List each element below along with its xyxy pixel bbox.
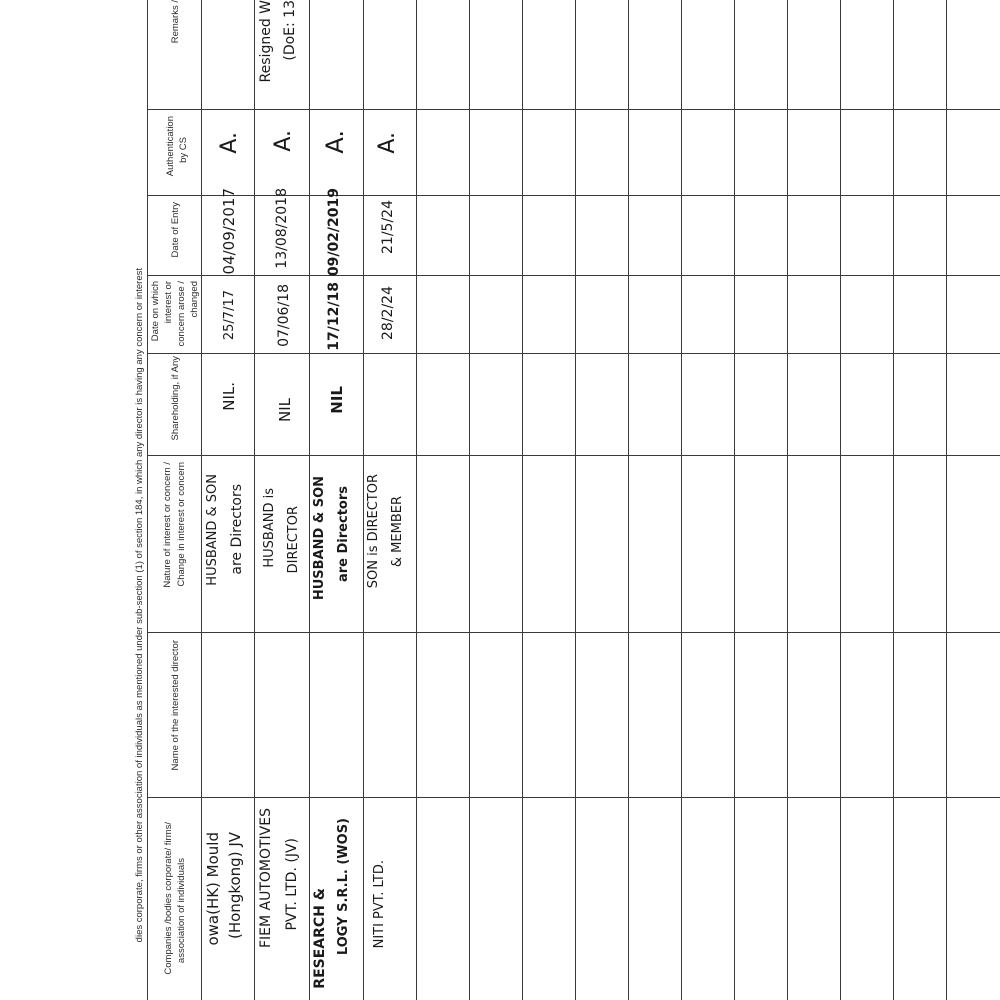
row4-company-line1: NITI PVT. LTD. [372,860,387,949]
row3-company-line1: RESEARCH & [312,888,328,989]
row-divider [363,0,364,1000]
row-divider [575,0,576,1000]
row-divider [416,0,417,1000]
column-divider [148,353,1000,354]
header-date-arose-line3: concern arose / [176,281,187,347]
row-divider [254,0,255,1000]
header-auth-line1: Authentication [165,116,176,177]
header-director: Name of the interested director [170,640,181,771]
row-divider [681,0,682,1000]
header-nature-line1: Nature of interest or concern / [162,462,173,588]
row1-nature-line2: are Directors [229,484,245,575]
row-divider [147,0,148,1000]
row2-nature-line2: DIRECTOR [286,506,301,574]
row-divider [787,0,788,1000]
row2-shareholding: NIL [276,398,294,423]
row-divider [734,0,735,1000]
header-date-arose-line4: changed [189,281,200,318]
row-divider [946,0,947,1000]
row3-company-line2: LOGY S.R.L. (WOS) [336,818,351,956]
row1-shareholding: NIL. [220,382,238,411]
row1-company-line1: owa(HK) Mould [204,832,222,946]
header-date-arose-line1: Date on which [150,281,161,342]
header-company-line2: association of individuals [176,858,187,964]
column-divider [148,797,1000,798]
row3-authentication: A. [321,130,349,154]
row1-date-arose: 25/7/17 [222,290,237,341]
row3-nature-line2: are Directors [336,486,351,583]
row-divider [840,0,841,1000]
column-divider [148,632,1000,633]
row2-remarks-line2: (DoE: 13 [282,0,298,61]
header-date-entry: Date of Entry [170,202,181,258]
row3-date-arose: 17/12/18 [326,282,342,351]
row-divider [628,0,629,1000]
row2-company-line2: PVT. LTD. (JV) [284,838,300,931]
row4-date-arose: 28/2/24 [380,286,396,340]
row4-authentication: A. [375,132,400,154]
row-divider [309,0,310,1000]
header-remarks: Remarks / [170,0,181,44]
column-divider [148,109,1000,110]
row4-nature-line2: & MEMBER [390,496,405,568]
row1-authentication: A. [217,132,242,154]
row2-company-line1: FIEM AUTOMOTIVES [258,808,274,949]
row1-nature-line1: HUSBAND & SON [205,474,220,586]
column-divider [148,275,1000,276]
row4-date-entry: 21/5/24 [380,200,396,254]
row3-date-entry: 09/02/2019 [326,188,342,277]
row2-authentication: A. [271,130,296,152]
register-title: dies corporate, firms or other association of individuals as mentioned under sub-section (1) of section 184, in which any director is having any concern or interest [134,268,145,943]
header-nature-line2: Change in interest or concern [176,462,187,587]
row2-date-arose: 07/06/18 [276,284,292,347]
row2-date-entry: 13/08/2018 [274,188,290,269]
row2-nature-line1: HUSBAND is [262,488,277,568]
row-divider [201,0,202,1000]
row-divider [469,0,470,1000]
row1-company-line2: (Hongkong) JV [226,832,244,939]
header-date-arose-line2: interest or [163,281,174,324]
row-divider [893,0,894,1000]
row4-nature-line1: SON is DIRECTOR [366,474,381,589]
header-auth-line2: by CS [178,137,189,163]
row-divider [522,0,523,1000]
header-shareholding: Shareholding, if Any [170,356,181,441]
header-company-line1: Companies /bodies corporate/ firms/ [163,822,174,975]
row1-date-entry: 04/09/2017 [220,188,238,275]
row3-shareholding: NIL [328,386,346,414]
row2-remarks-line1: Resigned W [258,0,274,83]
row3-nature-line1: HUSBAND & SON [312,476,327,601]
column-divider [148,455,1000,456]
